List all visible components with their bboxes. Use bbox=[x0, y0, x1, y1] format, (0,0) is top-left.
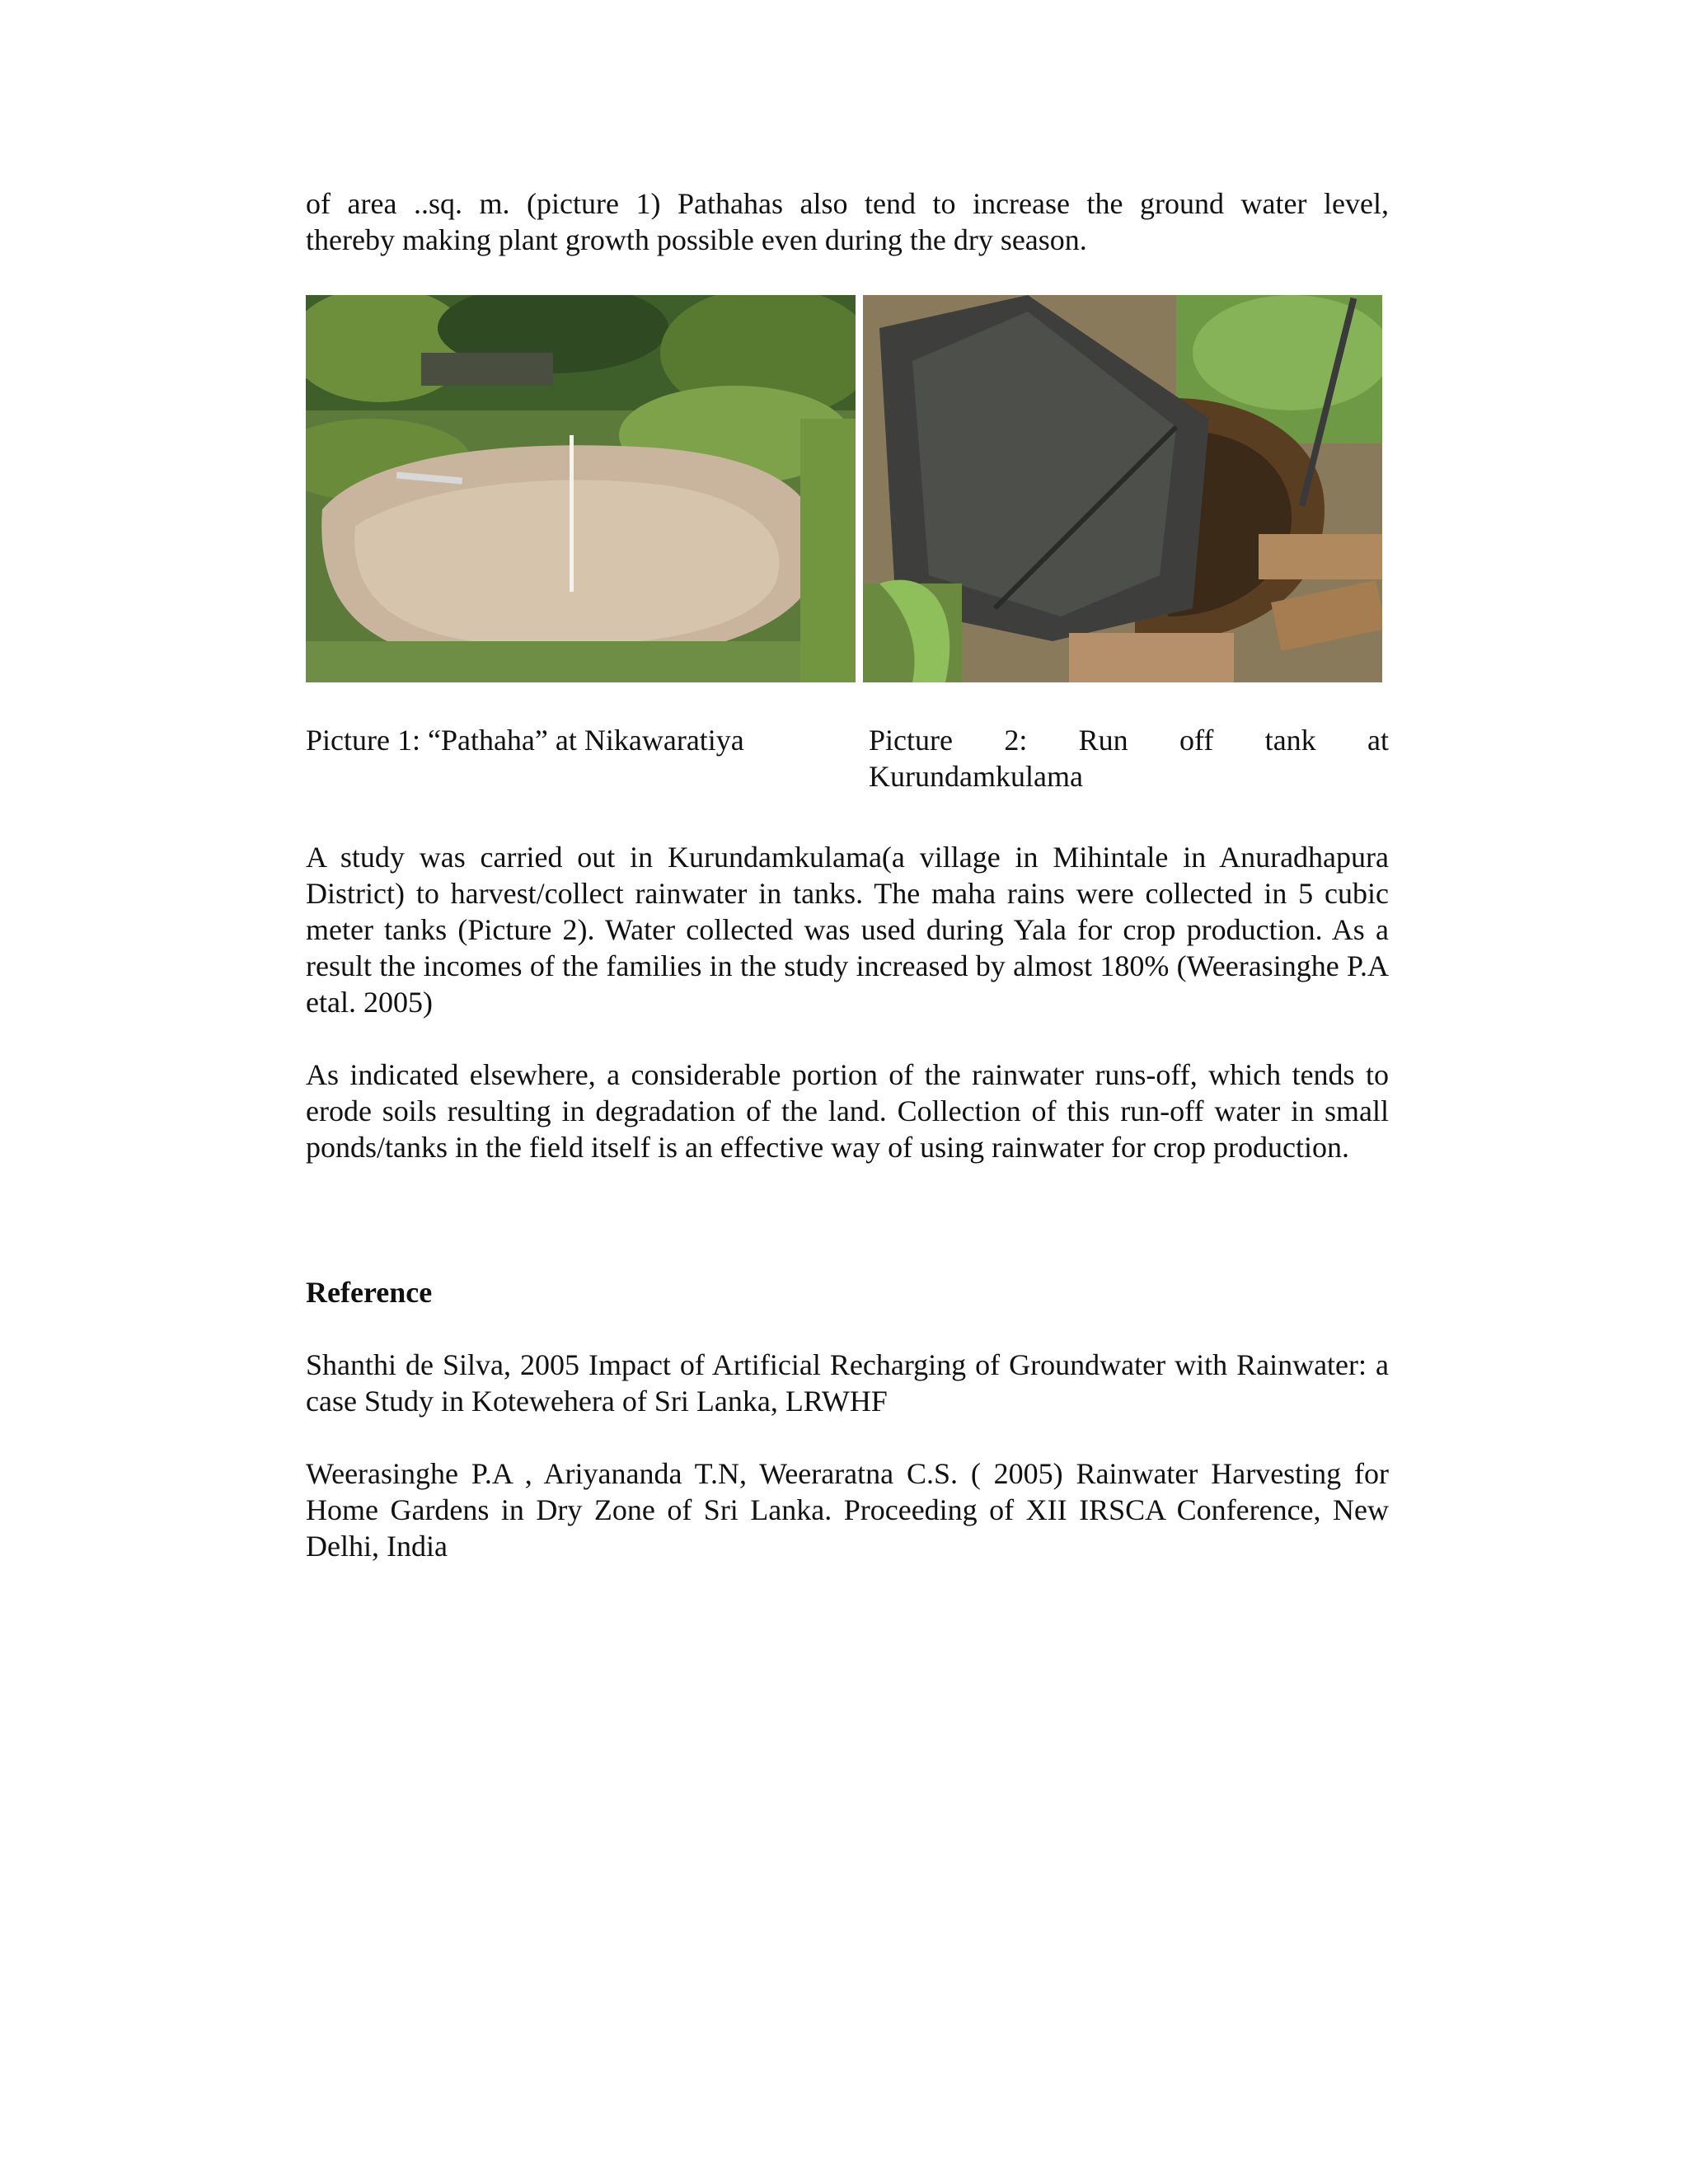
caption-picture-1: Picture 1: “Pathaha” at Nikawaratiya bbox=[306, 724, 744, 757]
intro-line-1: of area ..sq. m. (picture 1) Pathahas also tend to increase the ground water level, bbox=[306, 187, 1389, 220]
reference-item-1: Shanthi de Silva, 2005 Impact of Artificial Recharging of Groundwater with Rainwater: a case Study in Kotewehera of Sri Lanka, LRWHF bbox=[306, 1348, 1389, 1418]
run-off-tank-photo bbox=[863, 295, 1382, 682]
paragraph-runoff: As indicated elsewhere, a considerable portion of the rainwater runs-off, which tends to erode soils resulting in degradation of the land. Collection of this run-off water in small ponds/tanks in the field itself is an effective way of using rainwater for crop production. bbox=[306, 1058, 1389, 1164]
pond-photo bbox=[306, 295, 856, 682]
caption-picture-2 bbox=[869, 722, 1389, 794]
caption-picture-2-line-2: Kurundamkulama bbox=[869, 760, 1083, 793]
reference-heading: Reference bbox=[306, 1276, 433, 1309]
figure-captions bbox=[306, 722, 1389, 801]
figures-row bbox=[306, 295, 1389, 689]
document-page bbox=[306, 185, 1389, 1564]
caption-picture-2-line-1: Picture 2: Run off tank at bbox=[869, 724, 1389, 757]
intro-line-2: thereby making plant growth possible even during the dry season. bbox=[306, 223, 1087, 256]
paragraph-study: A study was carried out in Kurundamkulama(a village in Mihintale in Anuradhapura District) to harvest/collect rainwater in tanks. The maha rains were collected in 5 cubic meter tanks (Picture 2). Water collected was used during Yala for crop production. As a result the incomes of the families in the study increased by almost 180% (Weerasinghe P.A etal. 2005) bbox=[306, 841, 1389, 1019]
reference-item-2: Weerasinghe P.A , Ariyananda T.N, Weeraratna C.S. ( 2005) Rainwater Harvesting for Home Gardens in Dry Zone of Sri Lanka. Proceeding of XII IRSCA Conference, New Delhi, India bbox=[306, 1457, 1389, 1563]
